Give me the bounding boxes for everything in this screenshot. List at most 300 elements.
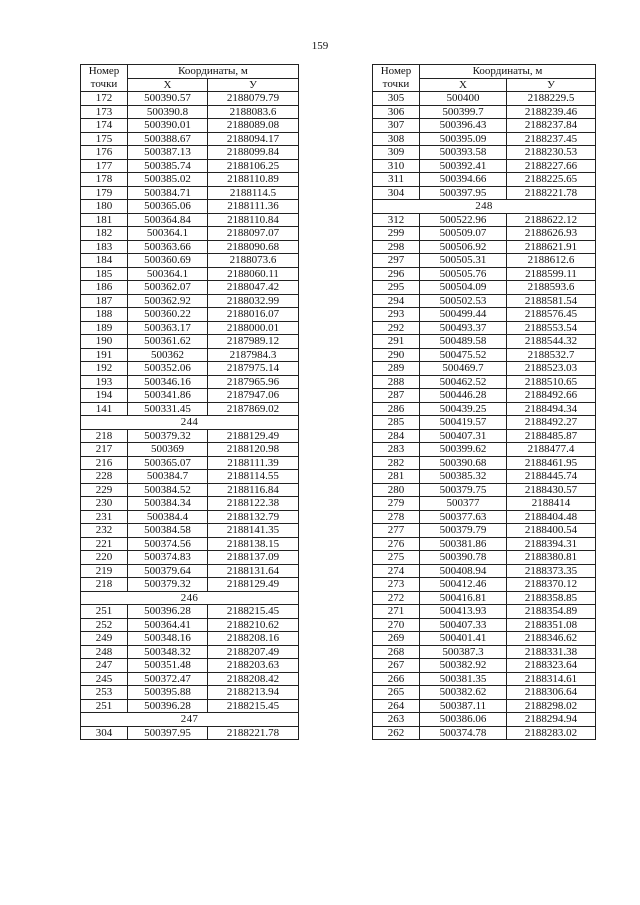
table-row bbox=[373, 254, 596, 268]
table-row bbox=[373, 726, 596, 740]
x-coordinate-cell: 500387.3 bbox=[420, 645, 507, 659]
point-number-cell: 232 bbox=[81, 524, 128, 538]
point-number-cell: 266 bbox=[373, 672, 420, 686]
x-coordinate-cell: 500341.86 bbox=[128, 389, 208, 403]
point-number-cell: 268 bbox=[373, 645, 420, 659]
x-coordinate-cell: 500374.56 bbox=[128, 537, 208, 551]
point-number-cell: 304 bbox=[81, 726, 128, 740]
table-row bbox=[373, 159, 596, 173]
y-coordinate-cell: 2188621.91 bbox=[507, 240, 596, 254]
x-coordinate-cell: 500382.92 bbox=[420, 659, 507, 673]
section-row bbox=[81, 416, 299, 430]
point-number-cell: 177 bbox=[81, 159, 128, 173]
x-coordinate-cell: 500348.16 bbox=[128, 632, 208, 646]
table-subheader-row bbox=[373, 78, 596, 92]
table-row bbox=[373, 362, 596, 376]
y-coordinate-cell: 2188227.66 bbox=[507, 159, 596, 173]
y-coordinate-cell: 2188111.39 bbox=[208, 456, 299, 470]
point-number-cell: 183 bbox=[81, 240, 128, 254]
y-coordinate-cell: 2187984.3 bbox=[208, 348, 299, 362]
coordinates-header: Координаты, м bbox=[420, 65, 596, 79]
x-coordinate-cell: 500505.31 bbox=[420, 254, 507, 268]
x-coordinate-cell: 500384.34 bbox=[128, 497, 208, 511]
y-coordinate-cell: 2188354.89 bbox=[507, 605, 596, 619]
point-number-cell: 189 bbox=[81, 321, 128, 335]
table-row bbox=[81, 105, 299, 119]
x-coordinate-cell: 500387.13 bbox=[128, 146, 208, 160]
table-row bbox=[81, 483, 299, 497]
x-coordinate-cell: 500394.66 bbox=[420, 173, 507, 187]
table-row bbox=[81, 375, 299, 389]
y-coordinate-cell: 2188089.08 bbox=[208, 119, 299, 133]
x-coordinate-cell: 500390.01 bbox=[128, 119, 208, 133]
table-row bbox=[373, 281, 596, 295]
table-row bbox=[373, 605, 596, 619]
y-coordinate-cell: 2188094.17 bbox=[208, 132, 299, 146]
point-number-header-line1: Номер bbox=[88, 65, 120, 78]
y-coordinate-cell: 2188138.15 bbox=[208, 537, 299, 551]
x-coordinate-cell: 500384.58 bbox=[128, 524, 208, 538]
y-coordinate-cell: 2188110.89 bbox=[208, 173, 299, 187]
y-coordinate-cell: 2188110.84 bbox=[208, 213, 299, 227]
table-row bbox=[373, 564, 596, 578]
point-number-cell: 276 bbox=[373, 537, 420, 551]
point-number-cell: 292 bbox=[373, 321, 420, 335]
y-coordinate-cell: 2188373.35 bbox=[507, 564, 596, 578]
table-row bbox=[81, 362, 299, 376]
table-row bbox=[81, 146, 299, 160]
point-number-cell: 218 bbox=[81, 578, 128, 592]
point-number-cell: 307 bbox=[373, 119, 420, 133]
x-coordinate-cell: 500384.4 bbox=[128, 510, 208, 524]
table-row bbox=[373, 632, 596, 646]
table-row bbox=[81, 551, 299, 565]
x-coordinate-cell: 500416.81 bbox=[420, 591, 507, 605]
table-row bbox=[81, 240, 299, 254]
y-coordinate-cell: 2188000.01 bbox=[208, 321, 299, 335]
point-number-cell: 188 bbox=[81, 308, 128, 322]
x-coordinate-cell: 500363.66 bbox=[128, 240, 208, 254]
y-coordinate-cell: 2187975.14 bbox=[208, 362, 299, 376]
point-number-cell: 305 bbox=[373, 92, 420, 106]
y-coordinate-cell: 2188213.94 bbox=[208, 686, 299, 700]
section-label: 246 bbox=[81, 591, 299, 605]
y-coordinate-cell: 2187989.12 bbox=[208, 335, 299, 349]
y-coordinate-cell: 2188215.45 bbox=[208, 605, 299, 619]
point-number-cell: 286 bbox=[373, 402, 420, 416]
point-number-cell: 282 bbox=[373, 456, 420, 470]
x-coordinate-cell: 500364.84 bbox=[128, 213, 208, 227]
table-row bbox=[373, 416, 596, 430]
y-coordinate-cell: 2188485.87 bbox=[507, 429, 596, 443]
table-row bbox=[81, 537, 299, 551]
x-coordinate-cell: 500369 bbox=[128, 443, 208, 457]
y-coordinate-cell: 2188358.85 bbox=[507, 591, 596, 605]
table-header-row bbox=[81, 65, 299, 79]
table-row bbox=[81, 159, 299, 173]
x-coordinate-cell: 500381.86 bbox=[420, 537, 507, 551]
x-coordinate-cell: 500360.69 bbox=[128, 254, 208, 268]
point-number-header-line2: точки bbox=[90, 78, 118, 91]
point-number-cell: 190 bbox=[81, 335, 128, 349]
point-number-cell: 263 bbox=[373, 713, 420, 727]
point-number-cell: 279 bbox=[373, 497, 420, 511]
coordinates-table-right bbox=[372, 64, 596, 740]
table-row bbox=[373, 551, 596, 565]
point-number-cell: 231 bbox=[81, 510, 128, 524]
section-label: 244 bbox=[81, 416, 299, 430]
point-number-header-line1: Номер bbox=[380, 65, 412, 78]
x-coordinate-cell: 500401.41 bbox=[420, 632, 507, 646]
point-number-cell: 284 bbox=[373, 429, 420, 443]
point-number-cell: 249 bbox=[81, 632, 128, 646]
y-coordinate-cell: 2188060.11 bbox=[208, 267, 299, 281]
x-coordinate-cell: 500509.07 bbox=[420, 227, 507, 241]
y-coordinate-cell: 2188370.12 bbox=[507, 578, 596, 592]
table-row bbox=[81, 132, 299, 146]
table-row bbox=[81, 119, 299, 133]
point-number-header-cont bbox=[81, 78, 128, 92]
point-number-cell: 312 bbox=[373, 213, 420, 227]
y-coordinate-cell: 2188346.62 bbox=[507, 632, 596, 646]
x-coordinate-cell: 500385.02 bbox=[128, 173, 208, 187]
table-row bbox=[373, 645, 596, 659]
y-coordinate-cell: 2188298.02 bbox=[507, 699, 596, 713]
x-coordinate-cell: 500390.78 bbox=[420, 551, 507, 565]
x-coordinate-cell: 500407.31 bbox=[420, 429, 507, 443]
table-row bbox=[81, 389, 299, 403]
point-number-cell: 310 bbox=[373, 159, 420, 173]
table-row bbox=[81, 335, 299, 349]
table-row bbox=[373, 389, 596, 403]
point-number-cell: 283 bbox=[373, 443, 420, 457]
table-row bbox=[373, 578, 596, 592]
point-number-cell: 311 bbox=[373, 173, 420, 187]
y-coordinate-cell: 2188237.84 bbox=[507, 119, 596, 133]
x-coordinate-cell: 500522.96 bbox=[420, 213, 507, 227]
y-coordinate-cell: 2188394.31 bbox=[507, 537, 596, 551]
y-coordinate-cell: 2188229.5 bbox=[507, 92, 596, 106]
table-row bbox=[373, 321, 596, 335]
table-row bbox=[81, 186, 299, 200]
table-row bbox=[81, 348, 299, 362]
x-coordinate-cell: 500390.68 bbox=[420, 456, 507, 470]
x-coordinate-cell: 500379.79 bbox=[420, 524, 507, 538]
point-number-cell: 172 bbox=[81, 92, 128, 106]
table-row bbox=[373, 672, 596, 686]
point-number-cell: 180 bbox=[81, 200, 128, 214]
point-number-cell: 230 bbox=[81, 497, 128, 511]
point-number-cell: 178 bbox=[81, 173, 128, 187]
x-coordinate-cell: 500379.64 bbox=[128, 564, 208, 578]
point-number-cell: 275 bbox=[373, 551, 420, 565]
table-row bbox=[373, 375, 596, 389]
table-row bbox=[81, 281, 299, 295]
point-number-cell: 290 bbox=[373, 348, 420, 362]
y-coordinate-cell: 2188132.79 bbox=[208, 510, 299, 524]
point-number-cell: 264 bbox=[373, 699, 420, 713]
table-row bbox=[373, 686, 596, 700]
x-coordinate-cell: 500351.48 bbox=[128, 659, 208, 673]
table-row bbox=[373, 443, 596, 457]
table-row bbox=[373, 119, 596, 133]
table-row bbox=[81, 564, 299, 578]
x-coordinate-cell: 500419.57 bbox=[420, 416, 507, 430]
x-coordinate-cell: 500446.28 bbox=[420, 389, 507, 403]
y-coordinate-cell: 2188230.53 bbox=[507, 146, 596, 160]
table-row bbox=[373, 402, 596, 416]
table-row bbox=[373, 227, 596, 241]
y-coordinate-cell: 2188477.4 bbox=[507, 443, 596, 457]
table-row bbox=[373, 659, 596, 673]
point-number-cell: 245 bbox=[81, 672, 128, 686]
y-coordinate-cell: 2188294.94 bbox=[507, 713, 596, 727]
x-coordinate-cell: 500413.93 bbox=[420, 605, 507, 619]
x-coordinate-cell: 500364.41 bbox=[128, 618, 208, 632]
x-coordinate-cell: 500364.1 bbox=[128, 227, 208, 241]
y-coordinate-cell: 2188306.64 bbox=[507, 686, 596, 700]
table-row bbox=[373, 146, 596, 160]
x-coordinate-cell: 500387.11 bbox=[420, 699, 507, 713]
y-coordinate-cell: 2188129.49 bbox=[208, 578, 299, 592]
x-coordinate-cell: 500462.52 bbox=[420, 375, 507, 389]
point-number-header-cont bbox=[373, 78, 420, 92]
x-coordinate-cell: 500386.06 bbox=[420, 713, 507, 727]
x-coordinate-cell: 500346.16 bbox=[128, 375, 208, 389]
y-coordinate-cell: 2188283.02 bbox=[507, 726, 596, 740]
y-coordinate-cell: 2188208.16 bbox=[208, 632, 299, 646]
y-coordinate-cell: 2188131.64 bbox=[208, 564, 299, 578]
table-row bbox=[373, 105, 596, 119]
point-number-cell: 270 bbox=[373, 618, 420, 632]
point-number-cell: 218 bbox=[81, 429, 128, 443]
y-coordinate-cell: 2188626.93 bbox=[507, 227, 596, 241]
table-row bbox=[81, 254, 299, 268]
table-row bbox=[81, 497, 299, 511]
point-number-cell: 304 bbox=[373, 186, 420, 200]
table-body-right bbox=[373, 92, 596, 740]
y-coordinate-cell: 2187869.02 bbox=[208, 402, 299, 416]
table-row bbox=[81, 429, 299, 443]
table-row bbox=[81, 92, 299, 106]
table-body-left bbox=[81, 92, 299, 740]
table-row bbox=[81, 659, 299, 673]
table-row bbox=[373, 524, 596, 538]
point-number-cell: 176 bbox=[81, 146, 128, 160]
table-row bbox=[373, 294, 596, 308]
y-coordinate-cell: 2188122.38 bbox=[208, 497, 299, 511]
y-coordinate-cell: 2188523.03 bbox=[507, 362, 596, 376]
x-coordinate-cell: 500379.32 bbox=[128, 578, 208, 592]
x-coordinate-cell: 500489.58 bbox=[420, 335, 507, 349]
x-coordinate-cell: 500506.92 bbox=[420, 240, 507, 254]
point-number-cell: 265 bbox=[373, 686, 420, 700]
x-coordinate-cell: 500385.74 bbox=[128, 159, 208, 173]
table-row bbox=[373, 132, 596, 146]
y-coordinate-cell: 2188225.65 bbox=[507, 173, 596, 187]
x-header: X bbox=[420, 78, 507, 92]
x-coordinate-cell: 500384.52 bbox=[128, 483, 208, 497]
x-coordinate-cell: 500493.37 bbox=[420, 321, 507, 335]
table-row bbox=[81, 456, 299, 470]
point-number-cell: 277 bbox=[373, 524, 420, 538]
point-number-cell: 262 bbox=[373, 726, 420, 740]
y-coordinate-cell: 2188461.95 bbox=[507, 456, 596, 470]
y-coordinate-cell: 2188097.07 bbox=[208, 227, 299, 241]
point-number-cell: 295 bbox=[373, 281, 420, 295]
point-number-cell: 267 bbox=[373, 659, 420, 673]
point-number-cell: 248 bbox=[81, 645, 128, 659]
y-coordinate-cell: 2188116.84 bbox=[208, 483, 299, 497]
point-number-cell: 228 bbox=[81, 470, 128, 484]
y-coordinate-cell: 2188203.63 bbox=[208, 659, 299, 673]
x-coordinate-cell: 500361.62 bbox=[128, 335, 208, 349]
point-number-header-line2: точки bbox=[382, 78, 410, 91]
x-coordinate-cell: 500469.7 bbox=[420, 362, 507, 376]
x-coordinate-cell: 500393.58 bbox=[420, 146, 507, 160]
y-coordinate-cell: 2188114.5 bbox=[208, 186, 299, 200]
y-coordinate-cell: 2188221.78 bbox=[208, 726, 299, 740]
x-coordinate-cell: 500352.06 bbox=[128, 362, 208, 376]
point-number-cell: 253 bbox=[81, 686, 128, 700]
y-coordinate-cell: 2188129.49 bbox=[208, 429, 299, 443]
y-coordinate-cell: 2188106.25 bbox=[208, 159, 299, 173]
y-coordinate-cell: 2188047.42 bbox=[208, 281, 299, 295]
point-number-cell: 293 bbox=[373, 308, 420, 322]
table-row bbox=[373, 470, 596, 484]
x-coordinate-cell: 500365.07 bbox=[128, 456, 208, 470]
y-coordinate-cell: 2188510.65 bbox=[507, 375, 596, 389]
table-row bbox=[373, 308, 596, 322]
y-coordinate-cell: 2188599.11 bbox=[507, 267, 596, 281]
y-coordinate-cell: 2188532.7 bbox=[507, 348, 596, 362]
page-number: 159 bbox=[311, 40, 329, 52]
point-number-cell: 181 bbox=[81, 213, 128, 227]
table-row bbox=[373, 186, 596, 200]
y-coordinate-cell: 2187947.06 bbox=[208, 389, 299, 403]
y-coordinate-cell: 2188314.61 bbox=[507, 672, 596, 686]
x-coordinate-cell: 500382.62 bbox=[420, 686, 507, 700]
point-number-cell: 269 bbox=[373, 632, 420, 646]
table-row bbox=[373, 713, 596, 727]
x-coordinate-cell: 500365.06 bbox=[128, 200, 208, 214]
point-number-cell: 186 bbox=[81, 281, 128, 295]
x-coordinate-cell: 500374.83 bbox=[128, 551, 208, 565]
x-coordinate-cell: 500399.62 bbox=[420, 443, 507, 457]
x-coordinate-cell: 500360.22 bbox=[128, 308, 208, 322]
x-coordinate-cell: 500331.45 bbox=[128, 402, 208, 416]
point-number-cell: 296 bbox=[373, 267, 420, 281]
point-number-cell: 272 bbox=[373, 591, 420, 605]
point-number-cell: 252 bbox=[81, 618, 128, 632]
x-coordinate-cell: 500377 bbox=[420, 497, 507, 511]
point-number-cell: 294 bbox=[373, 294, 420, 308]
x-coordinate-cell: 500396.43 bbox=[420, 119, 507, 133]
table-row bbox=[373, 173, 596, 187]
point-number-cell: 194 bbox=[81, 389, 128, 403]
section-label: 248 bbox=[373, 200, 596, 214]
y-coordinate-cell: 2188239.46 bbox=[507, 105, 596, 119]
table-row bbox=[81, 402, 299, 416]
y-coordinate-cell: 2188090.68 bbox=[208, 240, 299, 254]
x-coordinate-cell: 500372.47 bbox=[128, 672, 208, 686]
point-number-cell: 221 bbox=[81, 537, 128, 551]
point-number-cell: 185 bbox=[81, 267, 128, 281]
x-coordinate-cell: 500475.52 bbox=[420, 348, 507, 362]
x-coordinate-cell: 500390.57 bbox=[128, 92, 208, 106]
point-number-cell: 173 bbox=[81, 105, 128, 119]
table-row bbox=[373, 240, 596, 254]
table-row bbox=[81, 308, 299, 322]
x-coordinate-cell: 500397.95 bbox=[128, 726, 208, 740]
point-number-cell: 251 bbox=[81, 605, 128, 619]
y-coordinate-cell: 2188553.54 bbox=[507, 321, 596, 335]
x-coordinate-cell: 500381.35 bbox=[420, 672, 507, 686]
y-coordinate-cell: 2188404.48 bbox=[507, 510, 596, 524]
coordinates-table-left bbox=[80, 64, 299, 740]
y-coordinate-cell: 2188445.74 bbox=[507, 470, 596, 484]
table-row bbox=[81, 618, 299, 632]
y-coordinate-cell: 2188380.81 bbox=[507, 551, 596, 565]
point-number-cell: 298 bbox=[373, 240, 420, 254]
y-coordinate-cell: 2188016.07 bbox=[208, 308, 299, 322]
y-coordinate-cell: 2188083.6 bbox=[208, 105, 299, 119]
table-row bbox=[81, 443, 299, 457]
x-coordinate-cell: 500384.71 bbox=[128, 186, 208, 200]
x-coordinate-cell: 500412.46 bbox=[420, 578, 507, 592]
x-coordinate-cell: 500439.25 bbox=[420, 402, 507, 416]
y-coordinate-cell: 2188237.45 bbox=[507, 132, 596, 146]
y-coordinate-cell: 2188414 bbox=[507, 497, 596, 511]
y-header: У bbox=[507, 78, 596, 92]
table-row bbox=[373, 456, 596, 470]
y-coordinate-cell: 2188494.34 bbox=[507, 402, 596, 416]
point-number-cell: 193 bbox=[81, 375, 128, 389]
y-header: У bbox=[208, 78, 299, 92]
point-number-header bbox=[81, 65, 128, 79]
x-coordinate-cell: 500407.33 bbox=[420, 618, 507, 632]
x-coordinate-cell: 500392.41 bbox=[420, 159, 507, 173]
point-number-cell: 299 bbox=[373, 227, 420, 241]
point-number-cell: 175 bbox=[81, 132, 128, 146]
point-number-cell: 309 bbox=[373, 146, 420, 160]
y-coordinate-cell: 2188612.6 bbox=[507, 254, 596, 268]
point-number-cell: 308 bbox=[373, 132, 420, 146]
point-number-cell: 220 bbox=[81, 551, 128, 565]
point-number-cell: 278 bbox=[373, 510, 420, 524]
table-row bbox=[81, 578, 299, 592]
x-coordinate-cell: 500396.28 bbox=[128, 605, 208, 619]
point-number-cell: 192 bbox=[81, 362, 128, 376]
table-row bbox=[373, 591, 596, 605]
table-row bbox=[373, 429, 596, 443]
point-number-cell: 285 bbox=[373, 416, 420, 430]
table-row bbox=[81, 686, 299, 700]
table-row bbox=[81, 227, 299, 241]
y-coordinate-cell: 2188400.54 bbox=[507, 524, 596, 538]
section-row bbox=[373, 200, 596, 214]
y-coordinate-cell: 2188593.6 bbox=[507, 281, 596, 295]
table-row bbox=[81, 321, 299, 335]
table-row bbox=[81, 470, 299, 484]
table-row bbox=[373, 483, 596, 497]
x-coordinate-cell: 500377.63 bbox=[420, 510, 507, 524]
y-coordinate-cell: 2188215.45 bbox=[208, 699, 299, 713]
x-coordinate-cell: 500362.07 bbox=[128, 281, 208, 295]
point-number-cell: 229 bbox=[81, 483, 128, 497]
point-number-cell: 141 bbox=[81, 402, 128, 416]
point-number-cell: 184 bbox=[81, 254, 128, 268]
